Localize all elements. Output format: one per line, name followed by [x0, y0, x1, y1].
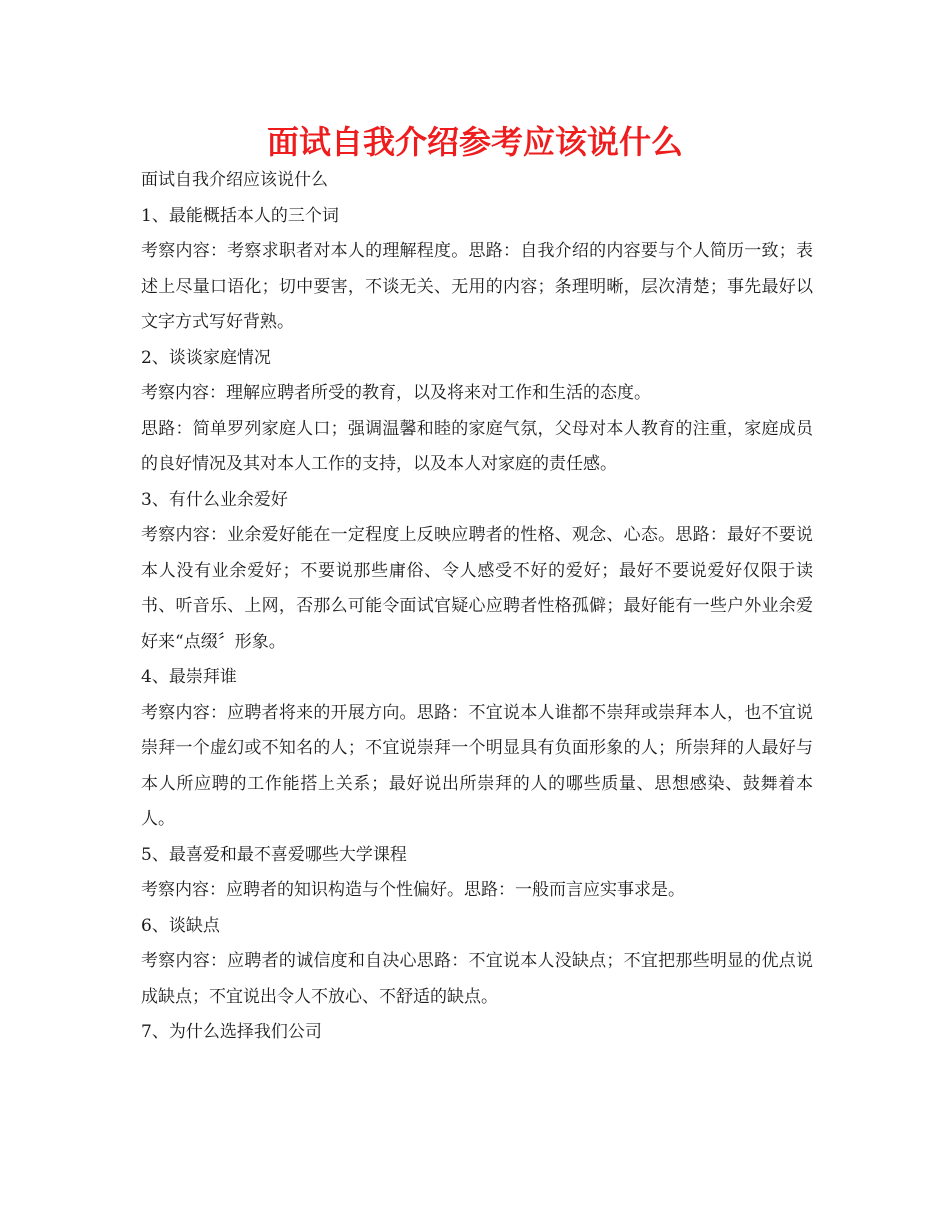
answer-paragraph-3: 考察内容：业余爱好能在一定程度上反映应聘者的性格、观念、心态。思路：最好不要说本人没有业余爱好；不要说那些庸俗、令人感受不好的爱好；最好不要说爱好仅限于读书、听音乐、上网，否那么可能令面试官疑心应聘者性格孤僻；最好能有一些户外业余爱好来“点缀〞形象。 [141, 525, 813, 652]
question-heading-2: 2、谈谈家庭情况 [141, 347, 271, 368]
question-heading-5: 5、最喜爱和最不喜爱哪些大学课程 [141, 844, 407, 865]
document-body [141, 163, 813, 1051]
answer-paragraph-6: 考察内容：应聘者的诚信度和自决心思路：不宜说本人没缺点；不宜把那些明显的优点说成缺点；不宜说出令人不放心、不舒适的缺点。 [141, 951, 813, 1007]
question-heading-1: 1、最能概括本人的三个词 [141, 205, 339, 226]
document-title: 面试自我介绍参考应该说什么 [266, 123, 683, 161]
subtitle: 面试自我介绍应该说什么 [141, 170, 328, 190]
answer-paragraph-2b: 思路：简单罗列家庭人口；强调温馨和睦的家庭气氛，父母对本人教育的注重，家庭成员的良好情况及其对本人工作的支持，以及本人对家庭的责任感。 [141, 418, 813, 474]
question-heading-7: 7、为什么选择我们公司 [141, 1022, 322, 1042]
answer-paragraph-1: 考察内容：考察求职者对本人的理解程度。思路：自我介绍的内容要与个人简历一致；表述上尽量口语化；切中要害，不谈无关、无用的内容；条理明晰，层次清楚；事先最好以文字方式写好背熟。 [141, 241, 813, 332]
question-heading-4: 4、最崇拜谁 [141, 667, 237, 687]
question-heading-3: 3、有什么业余爱好 [141, 489, 288, 510]
answer-paragraph-2a: 考察内容：理解应聘者所受的教育，以及将来对工作和生活的态度。 [141, 383, 651, 403]
answer-paragraph-5: 考察内容：应聘者的知识构造与个性偏好。思路：一般而言应实事求是。 [141, 880, 685, 900]
answer-paragraph-4: 考察内容：应聘者将来的开展方向。思路：不宜说本人谁都不崇拜或崇拜本人，也不宜说崇拜一个虚幻或不知名的人；不宜说崇拜一个明显具有负面形象的人；所崇拜的人最好与本人所应聘的工作能搭上关系；最好说出所崇拜的人的哪些质量、思想感染、鼓舞着本人。 [141, 702, 813, 829]
question-heading-6: 6、谈缺点 [141, 915, 220, 936]
